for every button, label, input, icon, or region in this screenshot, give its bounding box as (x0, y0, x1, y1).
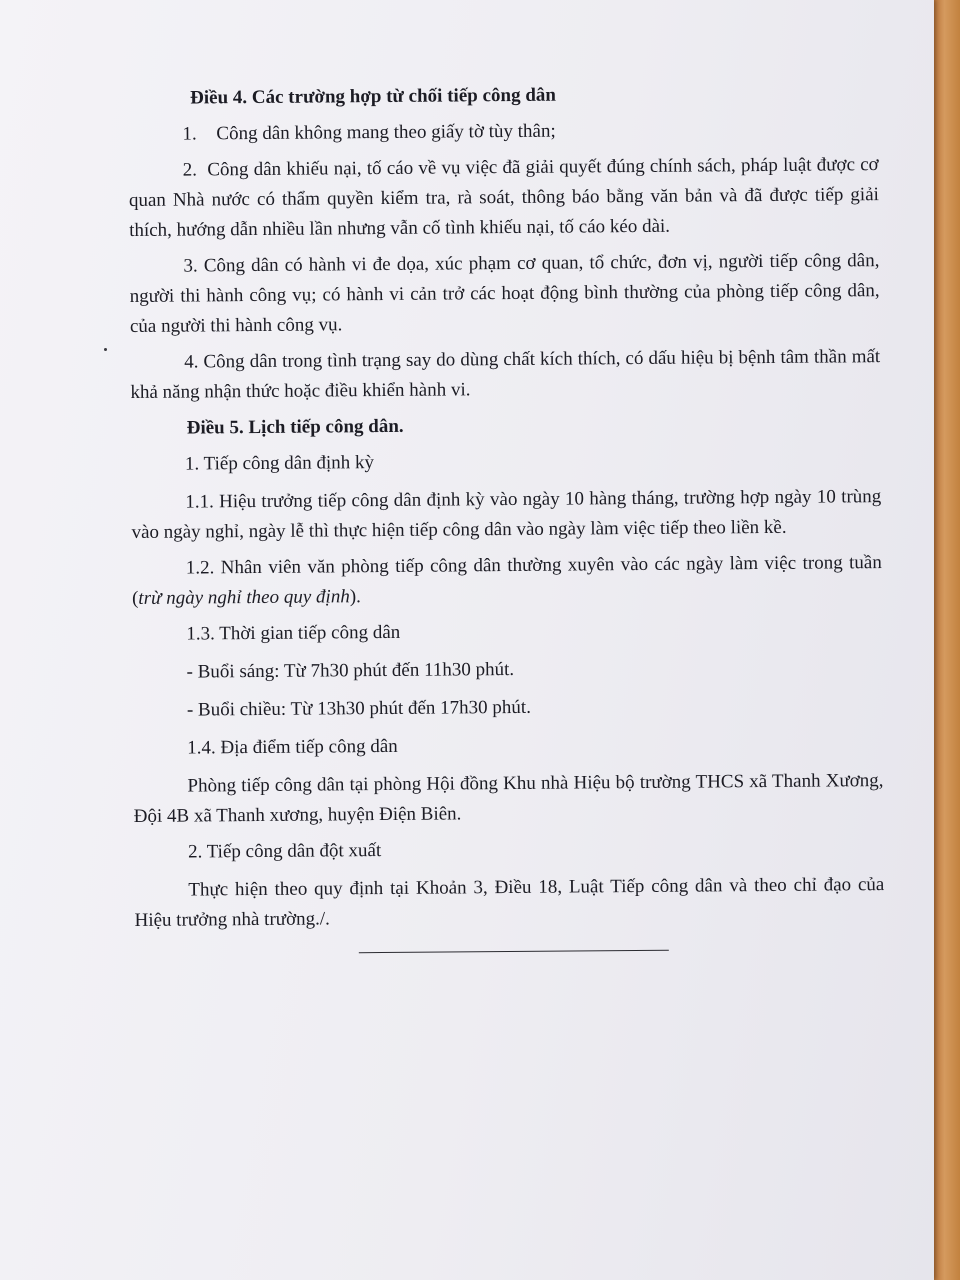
section-1-2 (132, 548, 882, 614)
morning-hours: - Buổi sáng: Từ 7h30 phút đến 11h30 phút. (186, 658, 515, 683)
section-2-title: 2. Tiếp công dân đột xuất (187, 840, 382, 863)
article-4-item-2 (129, 150, 880, 246)
section-1-2-italic: trừ ngày nghỉ theo quy định (138, 586, 350, 609)
item-text: Công dân không mang theo giấy tờ tùy thân; (216, 120, 556, 145)
section-1-2-text: 1.2. Nhân viên văn phòng tiếp công dân thường xuyên vào các ngày làm việc trong tuần ( (131, 552, 882, 609)
paper-speck (104, 348, 107, 351)
article-4-item-4: 4. Công dân trong tình trạng say do dùng chất kích thích, có dấu hiệu bị bệnh tâm thần mất khả năng nhận thức hoặc điều khiển hành vi. (130, 346, 881, 403)
article-4-item-3: 3. Công dân có hành vi đe dọa, xúc phạm cơ quan, tổ chức, đơn vị, người tiếp công dân, người thi hành công vụ; có hành vi cản trở các hoạt động bình thường của phòng tiếp công dân, của người thi hành công vụ. (129, 250, 880, 337)
article-5-heading: Điều 5. Lịch tiếp công dân. (186, 415, 404, 439)
item-number: 2. (182, 159, 198, 181)
item-text: Công dân khiếu nại, tố cáo về vụ việc đã giải quyết đúng chính sách, pháp luật được cơ quan Nhà nước có thẩm quyền kiểm tra, rà soát, thông báo bằng văn bản và đã được tiếp giải thích, hướng dẫn nhiều lần nhưng vẫn cố tình khiếu nại, tố cáo kéo dài. (128, 154, 879, 241)
article-4-item-1 (182, 114, 878, 149)
section-1-4-title: 1.4. Địa điểm tiếp công dân (187, 735, 398, 759)
afternoon-hours: - Buổi chiều: Từ 13h30 phút đến 17h30 phút. (186, 696, 532, 721)
section-2-text: Thực hiện theo quy định tại Khoản 3, Điều 18, Luật Tiếp công dân và theo chỉ đạo của Hiệu trưởng nhà trường./. (134, 874, 885, 931)
wooden-table-edge (934, 0, 960, 1280)
item-number: 1. (182, 123, 197, 145)
reception-location: Phòng tiếp công dân tại phòng Hội đồng Khu nhà Hiệu bộ trường THCS xã Thanh Xương, Đội 4B xã Thanh xương, huyện Điện Biên. (133, 770, 884, 827)
section-1-1: 1.1. Hiệu trưởng tiếp công dân định kỳ vào ngày 10 hàng tháng, trường hợp ngày 10 trùng vào ngày nghỉ, ngày lễ thì thực hiện tiếp công dân vào ngày làm việc tiếp theo liền kề. (131, 486, 882, 543)
article-4-heading: Điều 4. Các trường hợp từ chối tiếp công dân (190, 84, 556, 109)
section-1-3-title: 1.3. Thời gian tiếp công dân (186, 621, 401, 645)
section-1-title: 1. Tiếp công dân định kỳ (184, 452, 375, 475)
document-body (128, 78, 885, 955)
section-1-2-end: ). (349, 586, 361, 608)
